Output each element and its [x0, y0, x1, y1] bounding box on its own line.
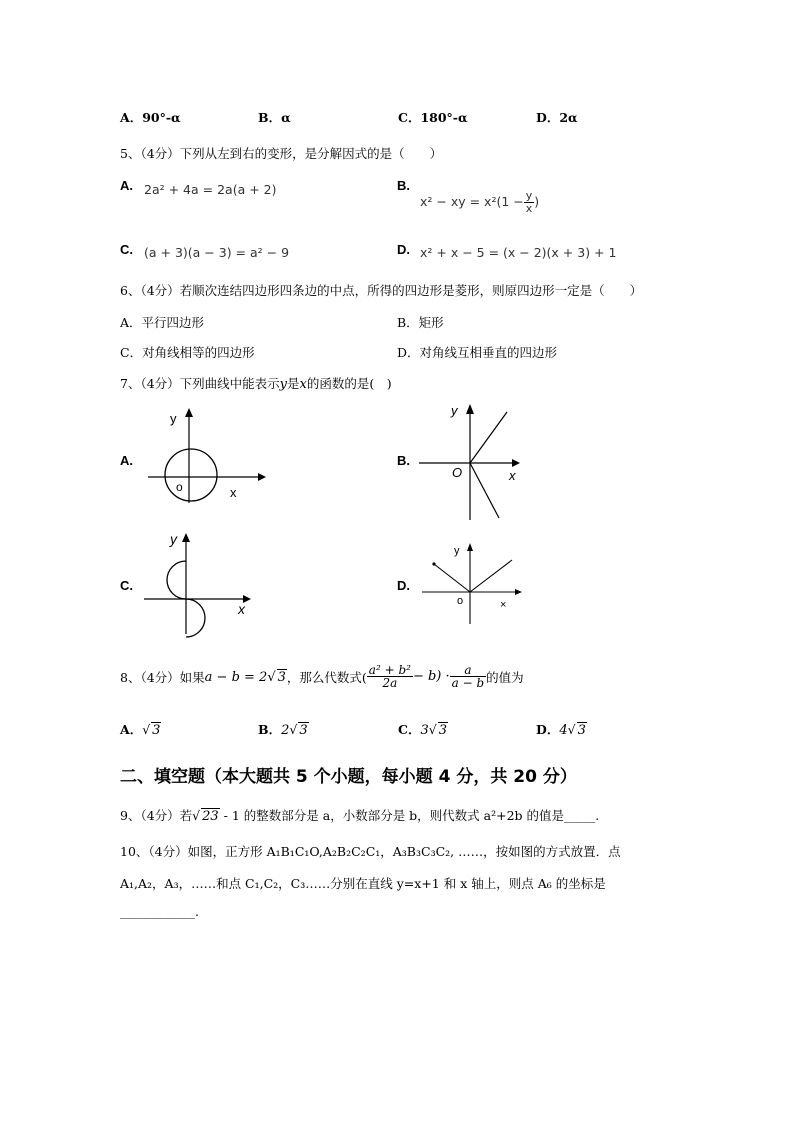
q7-graph-c-y: y — [170, 531, 177, 547]
q9-radicand: 23 — [202, 809, 219, 824]
q9-post: - 1 的整数部分是 a，小数部分是 b，则代数式 a²+2b 的值是_____. — [219, 808, 600, 823]
section-2-title: 二、填空题（本大题共 5 个小题，每小题 4 分，共 20 分） — [120, 767, 577, 787]
q8-option-b-rad: 3 — [299, 723, 308, 738]
q4-option-d-text: 2α — [559, 110, 578, 125]
q5-c-math: (a + 3)(a − 3) = a² − 9 — [144, 245, 290, 260]
q7-graph-b-o: O — [452, 465, 463, 480]
q5-a-math: 2a² + 4a = 2a(a + 2) — [144, 182, 277, 197]
q8-option-b-label: B． — [258, 722, 282, 737]
q7-graph-d-x: × — [500, 599, 507, 611]
q8-cond-radicand: 3 — [277, 669, 286, 685]
q5-b-math — [420, 190, 539, 215]
q8-option-c: C．3√ 3 — [398, 722, 447, 738]
q8-option-c-rad: 3 — [438, 723, 447, 738]
q5-b-fraction — [524, 190, 535, 215]
q8-condition: a − b = 2√ 3 — [204, 669, 286, 685]
q8-option-a-label: A． — [120, 722, 143, 737]
q4-option-c — [398, 108, 468, 126]
q8-stem-pre: 8、（4分）如果 — [120, 669, 205, 685]
q7-graph-a — [140, 405, 270, 505]
q7-var-y: y — [279, 377, 288, 392]
q5-d-math: x² + x − 5 = (x − 2)(x + 3) + 1 — [420, 245, 617, 260]
q4-option-c-label: C． — [398, 110, 421, 125]
q7-c-label: C. — [120, 578, 133, 593]
q8-frac2-den: a − b — [451, 676, 485, 690]
q4-option-b-text: α — [281, 110, 291, 125]
q8-fraction-2 — [450, 664, 487, 689]
q7-stem — [120, 374, 392, 392]
q8-option-d-label: D． — [536, 722, 560, 737]
q10-line-1: 10、（4分）如图，正方形 A₁B₁C₁O,A₂B₂C₂C₁，A₃B₃C₃C₂, ……，按如图的方式放置．点 — [120, 844, 621, 859]
q7-graph-a-x: x — [230, 485, 237, 500]
q7-graph-b-x: x — [509, 468, 516, 483]
q6-option-a: A．平行四边形 — [120, 315, 205, 330]
q5-b-left: x² − xy = x²(1 − — [420, 194, 524, 209]
q9-pre: 9、（4分）若 — [120, 808, 193, 823]
q7-graph-c-x: x — [238, 601, 245, 617]
q8-stem-post: 的值为 — [486, 669, 524, 685]
q4-option-b — [258, 108, 291, 126]
q7-a-label: A. — [120, 453, 133, 468]
q7-graph-d — [420, 538, 530, 630]
q7-graph-b-y: y — [451, 403, 458, 418]
q6-option-b: B．矩形 — [397, 315, 444, 330]
q5-b-frac-num: y — [525, 189, 533, 202]
q5-b-frac-den: x — [525, 202, 533, 215]
q4-option-c-text: 180°-α — [420, 110, 468, 125]
q7-d-label: D. — [397, 578, 410, 593]
q8-frac1-num: a² + b² — [368, 663, 411, 677]
q8-option-b: B．2√ 3 — [258, 722, 308, 738]
q4-option-d-label: D． — [536, 110, 560, 125]
q8-fraction-1 — [367, 664, 413, 689]
q4-option-a — [120, 108, 181, 126]
q8-cond-text: a − b = 2 — [204, 669, 268, 685]
q6-option-d: D．对角线互相垂直的四边形 — [397, 345, 558, 360]
q4-option-b-label: B． — [258, 110, 282, 125]
q7-graph-c — [140, 528, 265, 638]
q5-b-right: ) — [534, 194, 540, 209]
q5-b-label: B. — [397, 178, 410, 193]
q8-stem — [120, 664, 524, 689]
q5-a-label: A. — [120, 178, 133, 193]
q9: 9、（4分）若√ 23 - 1 的整数部分是 a，小数部分是 b，则代数式 a²+2b 的值是_____. — [120, 808, 600, 824]
q5-d-label: D. — [397, 242, 410, 257]
q8-option-d-coef: 4 — [559, 723, 568, 738]
q8-minus-b: − b) · — [412, 669, 450, 684]
q8-option-c-coef: 3 — [420, 723, 429, 738]
q8-option-b-coef: 2 — [281, 723, 290, 738]
q7-stem-mid: 是 — [287, 376, 300, 391]
q8-frac1-den: 2a — [382, 676, 398, 690]
q8-option-a-rad: 3 — [152, 723, 161, 738]
q7-graph-a-y: y — [170, 411, 177, 426]
q7-graph-d-y: y — [454, 545, 460, 557]
q7-graph-d-o: o — [457, 595, 464, 607]
q7-graph-a-o: o — [176, 480, 183, 494]
q7-stem-post: 的函数的是( ) — [306, 376, 392, 391]
q6-option-c: C．对角线相等的四边形 — [120, 345, 255, 360]
q5-stem: 5、（4分）下列从左到右的变形，是分解因式的是（ ） — [120, 146, 443, 161]
q4-option-a-label: A． — [120, 110, 143, 125]
q8-option-a: A．√ 3 — [120, 722, 161, 738]
q7-stem-pre: 7、（4分）下列曲线中能表示 — [120, 376, 280, 391]
q8-option-d-rad: 3 — [577, 723, 586, 738]
q8-option-d: D．4√ 3 — [536, 722, 586, 738]
q8-stem-mid: ，那么代数式( — [286, 669, 367, 685]
q7-b-label: B. — [397, 453, 410, 468]
q8-option-c-label: C． — [398, 722, 421, 737]
q6-stem: 6、（4分）若顺次连结四边形四条边的中点，所得的四边形是菱形，则原四边形一定是（ ） — [120, 283, 643, 298]
q4-option-d — [536, 108, 578, 126]
q10-line-2: A₁,A₂，A₃，……和点 C₁,C₂，C₃……分别在直线 y=x+1 和 x 轴上，则点 A₆ 的坐标是 — [120, 876, 606, 891]
q5-c-label: C. — [120, 242, 133, 257]
q7-var-x: x — [299, 377, 307, 392]
q8-frac2-num: a — [450, 664, 487, 677]
q10-answer-blank: ____________. — [120, 904, 199, 919]
q7-graph-b — [415, 400, 525, 522]
q4-option-a-text: 90°-α — [142, 110, 181, 125]
